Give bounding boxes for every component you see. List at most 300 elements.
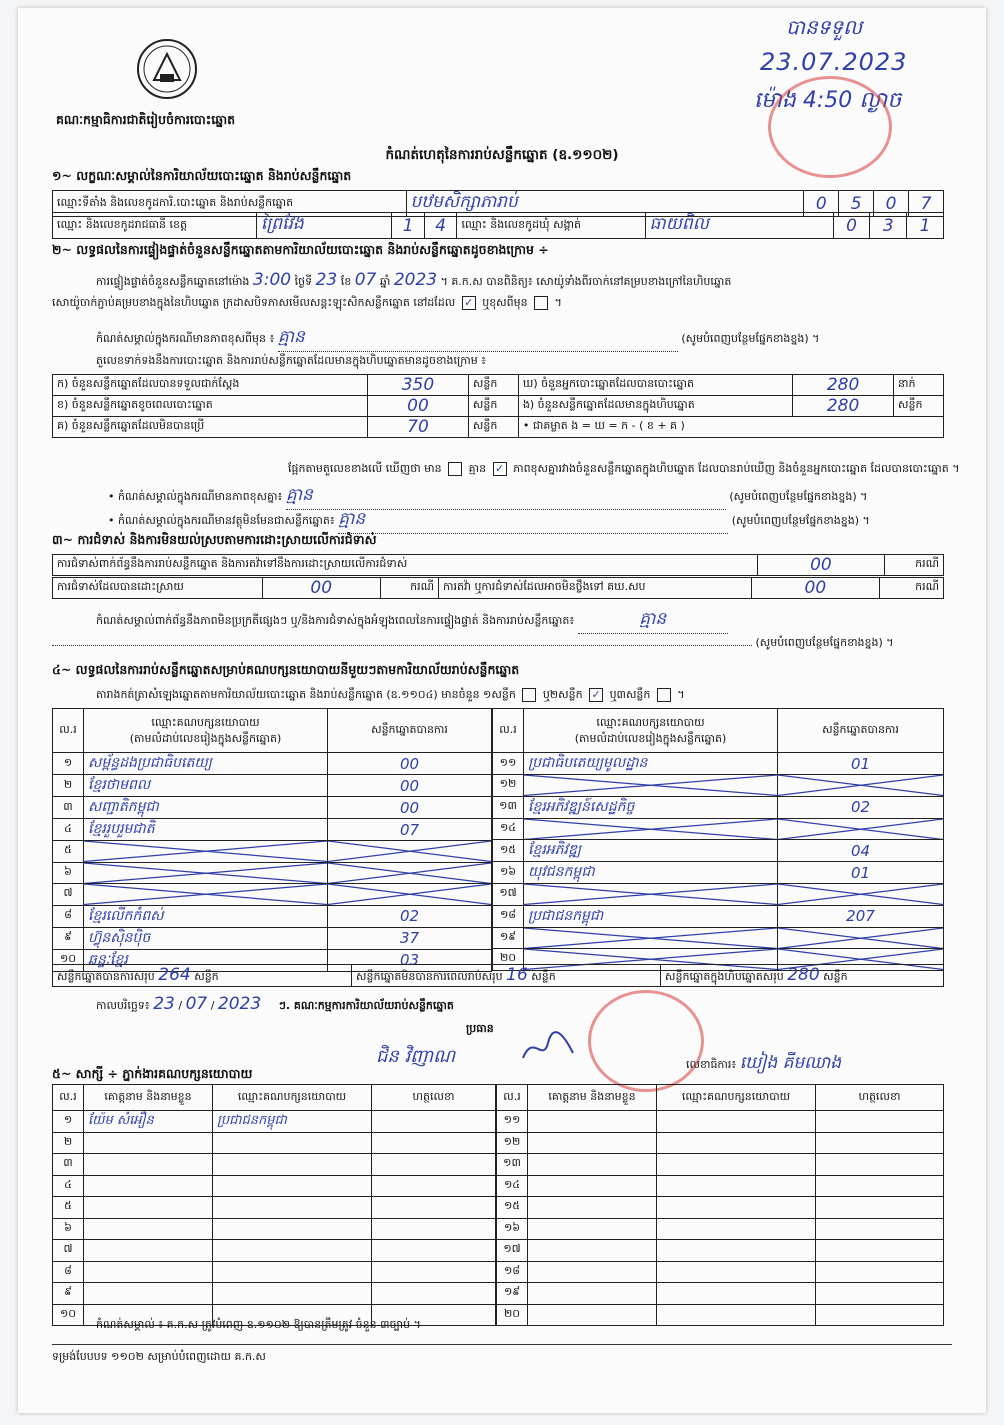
irregularity-hint-line: (សូមបំពេញបន្ថែមផ្នែកខាងខ្នង) ។ [52, 636, 894, 652]
row-number: ១២ [493, 775, 524, 797]
party-name [524, 775, 778, 797]
row-number: ៣ [53, 797, 84, 819]
witness-row [53, 1283, 496, 1305]
witness-name [528, 1197, 657, 1219]
party-row [493, 884, 944, 906]
row-number: ១០ [53, 949, 84, 971]
party-votes: 07 [328, 819, 492, 841]
code-digit: 5 [839, 191, 874, 217]
org-name: គណៈកម្មាធិការជាតិរៀបចំការបោះឆ្នោត [56, 112, 236, 127]
witness-left [52, 1084, 496, 1326]
code-digit: 1 [392, 213, 425, 239]
witness-row [53, 1197, 496, 1219]
row-number: ២ [53, 775, 84, 797]
party-votes: 00 [328, 797, 492, 819]
witness-signature [816, 1283, 944, 1305]
witness-signature [372, 1218, 496, 1240]
strike-cross-icon [778, 884, 943, 905]
row-number: ១៥ [493, 840, 524, 862]
row-number: ១៧ [493, 884, 524, 906]
figure-label: ឃ) ចំនួនអ្នកបោះឆ្នោតដែលបានបោះឆ្នោត [518, 375, 792, 396]
complaints-label: ការជំទាស់ពាក់ព័ន្ធនឹងការរាប់សន្លឹកឆ្នោត និងការតវ៉ាទៅនឹងការដោះស្រាយលើការជំទាស់ [53, 555, 758, 576]
party-votes [778, 818, 944, 840]
strike-cross-icon [84, 863, 327, 884]
col-party: ឈ្មោះគណបក្សនយោបាយ (តាមលំដាប់លេខរៀងក្នុងសន្លឹកឆ្នោត) [84, 709, 328, 753]
row-number: ២០ [493, 949, 524, 971]
witness-row [497, 1261, 944, 1283]
row-number: ៧ [53, 1240, 84, 1262]
row-number: ១០ [53, 1304, 84, 1326]
col-votes: សន្លឹកឆ្នោតបានការ [328, 709, 492, 753]
party-row [493, 840, 944, 862]
complaints-table [52, 554, 944, 576]
nec-logo-icon [136, 38, 198, 100]
row-number: ១៥ [497, 1197, 528, 1219]
two-sheet-checkbox[interactable]: ✓ [589, 688, 603, 702]
party-name [84, 841, 328, 863]
witness-party [657, 1240, 816, 1262]
section1-table-row2 [52, 212, 944, 239]
strike-cross-icon [84, 841, 327, 862]
strike-cross-icon [328, 884, 491, 905]
witness-party [213, 1132, 372, 1154]
witness-name [84, 1283, 213, 1305]
total-box-cell: សន្លឹកឆ្នោតក្នុងហិបឆ្នោតសរុប 280 សន្លឹក [661, 965, 944, 987]
code-digit: 7 [909, 191, 944, 217]
witness-signature [372, 1111, 496, 1133]
witness-name [528, 1283, 657, 1305]
date-month: 07 [185, 994, 208, 1014]
party-votes: 01 [778, 862, 944, 884]
party-row [493, 862, 944, 884]
witness-party [657, 1197, 816, 1219]
witness-signature [372, 1132, 496, 1154]
party-row [53, 797, 492, 819]
witness-name [84, 1261, 213, 1283]
bullet2-line: • កំណត់សម្គាល់ក្នុងករណីមានវត្ថុមិនមែនជាសន្លឹកឆ្នោត៖ គ្មាន (សូមបំពេញបន្ថែមផ្នែកខាងខ្នង) ។ [108, 508, 870, 534]
total-invalid-value: 16 [506, 965, 528, 985]
witness-signature [372, 1261, 496, 1283]
row-number: ៥ [53, 1197, 84, 1219]
appeal-value: 00 [751, 578, 880, 599]
party-votes: 00 [328, 753, 492, 775]
witness-party: ប្រជាជនកម្ពុជា [213, 1111, 372, 1133]
row-number: ១៨ [493, 905, 524, 927]
witness-party [213, 1240, 372, 1262]
section5-heading: ៥~ សាក្សី ÷ ភ្នាក់ងារគណបក្សនយោបាយ [52, 1066, 253, 1081]
chair-signature-icon [518, 1028, 578, 1068]
row-number: ៤ [53, 819, 84, 841]
ballots-in-box-value: 280 [793, 396, 894, 417]
witness-signature [372, 1175, 496, 1197]
unit-label: នាក់ [894, 375, 944, 396]
row-number: ៦ [53, 1218, 84, 1240]
witness-signature [816, 1240, 944, 1262]
party-votes [778, 884, 944, 906]
total-invalid-cell: សន្លឹកឆ្នោតមិនបានការពេលរាប់សរុប 16 សន្លឹក [352, 965, 661, 987]
witness-party [657, 1218, 816, 1240]
no-difference-checkbox[interactable]: ✓ [493, 462, 507, 476]
bullet1-line: • កំណត់សម្គាល់ក្នុងករណីមានភាពខុសគ្នា៖ គ្មាន (សូមបំពេញបន្ថែមផ្នែកខាងខ្នង) ។ [108, 484, 867, 510]
party-votes: 00 [328, 775, 492, 797]
unit-label: សន្លឹក [468, 417, 518, 438]
code-digit: 0 [833, 213, 870, 239]
chair-label: ប្រធាន [466, 1022, 494, 1035]
party-name: សម្ព័ន្ធដងប្រជាធិបតេយ្យ [84, 753, 328, 775]
totals-row [52, 964, 944, 987]
party-votes [778, 927, 944, 949]
year-value: 2023 [393, 270, 438, 290]
col-party: ឈ្មោះគណបក្សនយោបាយ (តាមលំដាប់លេខរៀងក្នុងសន្លឹកឆ្នោត) [524, 709, 778, 753]
figure-label: ក) ចំនួនសន្លឹកឆ្នោតដែលបានទទួលជាក់ស្តែង [53, 375, 368, 396]
date-year: 2023 [217, 994, 262, 1014]
difference-note-value: គ្មាន [286, 484, 726, 510]
row-number: ១៩ [497, 1283, 528, 1305]
strike-cross-icon [778, 819, 943, 840]
witness-party [213, 1261, 372, 1283]
col-sign: ហត្ថលេខា [372, 1085, 496, 1111]
polling-station-value: បឋមសិក្សាភារាប់ [406, 191, 804, 217]
witness-name [528, 1132, 657, 1154]
witness-signature [372, 1283, 496, 1305]
party-row [53, 862, 492, 884]
unused-ballots-value: 70 [368, 417, 469, 438]
row-number: ១៩ [493, 927, 524, 949]
witness-right [496, 1084, 944, 1326]
witness-row [53, 1175, 496, 1197]
strike-cross-icon [524, 928, 777, 949]
party-row [53, 884, 492, 906]
witness-name [84, 1218, 213, 1240]
row-number: ១២ [497, 1132, 528, 1154]
party-row [53, 905, 492, 927]
row-number: ១ [53, 753, 84, 775]
witness-signature [816, 1304, 944, 1326]
witness-signature [372, 1240, 496, 1262]
witness-name [84, 1175, 213, 1197]
irregularity-value: គ្មាន [578, 608, 728, 634]
witness-row [53, 1154, 496, 1176]
party-name: ខ្មែរលើកកំពស់ [84, 905, 328, 927]
spoiled-ballots-value: 00 [368, 396, 469, 417]
witness-row [53, 1111, 496, 1133]
row-number: ៩ [53, 927, 84, 949]
party-name [524, 927, 778, 949]
party-votes: 207 [778, 905, 944, 927]
tally-sheet-line: តារាងកត់ត្រាសំឡេងឆ្នោតតាមការិយាល័យបោះឆ្នោត និងរាប់សន្លឹកឆ្នោត (ឧ.១១០៤) មានចំនួន ១សន្លឹក ឬ២សន្លឹក ✓ ឬ៣សន្លឹក ។ [96, 688, 685, 701]
witness-signature [816, 1132, 944, 1154]
row-number: ៨ [53, 1261, 84, 1283]
witness-row [497, 1132, 944, 1154]
commune-label: ឈ្មោះ និងលេខកូដឃុំ សង្កាត់ [457, 213, 645, 239]
witness-name [528, 1111, 657, 1133]
party-row [493, 905, 944, 927]
party-row [493, 753, 944, 775]
figure-label: ង) ចំនួនសន្លឹកឆ្នោតដែលមានក្នុងហិបឆ្នោត [518, 396, 792, 417]
strike-cross-icon [524, 884, 777, 905]
party-votes: 04 [778, 840, 944, 862]
witness-party [213, 1283, 372, 1305]
witness-row [497, 1197, 944, 1219]
complaints-value: 00 [757, 555, 885, 576]
party-name: ខ្មែររួបរួមជាតិ [84, 819, 328, 841]
party-row [53, 841, 492, 863]
row-number: ២០ [497, 1304, 528, 1326]
difference-line: ផ្អែកតាមតួលេខខាងលើ ឃើញថា មាន គ្មាន ✓ ភាពខុសគ្នារវាងចំនួនសន្លឹកឆ្នោតក្នុងហិបឆ្នោត ដែលបានរាប់ឃើញ និងចំនួនអ្នកបោះឆ្នោត ដែលបានបោះឆ្នោត ។ [288, 462, 960, 475]
time-value: 3:00 [252, 270, 292, 290]
witness-row [53, 1240, 496, 1262]
witness-row [497, 1111, 944, 1133]
party-results-right [492, 708, 944, 971]
code-digit: 4 [424, 213, 457, 239]
col-no: ល.រ [493, 709, 524, 753]
province-label: ឈ្មោះ និងលេខកូដរាជធានី ខេត្ត [53, 213, 257, 239]
party-votes: 37 [328, 927, 492, 949]
witness-party [213, 1154, 372, 1176]
party-row [53, 753, 492, 775]
witness-party [213, 1175, 372, 1197]
unit-label: ករណី [380, 578, 438, 599]
one-sheet-checkbox[interactable] [522, 688, 536, 702]
party-votes: 03 [328, 949, 492, 971]
commune-value: ធាយពិល [645, 213, 833, 239]
section4-heading: ៤~ លទ្ធផលនៃការរាប់សន្លឹកឆ្នោតសម្រាប់គណបក្សនយោបាយនីមួយៗតាមការិយាល័យរាប់សន្លឹកឆ្នោត [52, 662, 520, 677]
row-number: ១៧ [497, 1240, 528, 1262]
party-row [493, 796, 944, 818]
party-name: យុវជនកម្ពុជា [524, 862, 778, 884]
witness-name [528, 1154, 657, 1176]
figure-label: គ) ចំនួនសន្លឹកឆ្នោតដែលមិនបានប្រើ [53, 417, 368, 438]
code-digit: 3 [870, 213, 907, 239]
party-name: ខ្មែរអភិវឌ្ឍន៍សេដ្ឋកិច្ច [524, 796, 778, 818]
resolved-value: 00 [262, 578, 380, 599]
witness-signature [372, 1154, 496, 1176]
unit-label: សន្លឹក [468, 396, 518, 417]
witness-signature [816, 1218, 944, 1240]
witness-name [84, 1132, 213, 1154]
witness-row [53, 1132, 496, 1154]
witness-signature [816, 1261, 944, 1283]
strike-cross-icon [328, 841, 491, 862]
section2-heading: ២~ លទ្ធផលនៃការផ្ទៀងផ្ទាត់ចំនួនសន្លឹកឆ្នោតតាមការិយាល័យបោះឆ្នោត និងរាប់សន្លឹកឆ្នោតដូចខាងក្រោម ÷ [52, 242, 549, 257]
witness-name [84, 1240, 213, 1262]
figures-table [52, 374, 944, 438]
form-footer: ទម្រង់បែបបទ ១១០២ សម្រាប់បំពេញដោយ គ.ក.ស [52, 1350, 266, 1363]
unit-label: ករណី [880, 578, 944, 599]
irregularity-note: កំណត់សម្គាល់ពាក់ព័ន្ធនឹងភាពមិនប្រក្រតីផ្សេងៗ ឬ/និងការជំទាស់ក្នុងអំឡុងពេលនៃការផ្ទៀងផ្ទាត់ និងការរាប់សន្លឹកឆ្នោត៖ គ្មាន [96, 608, 728, 634]
party-votes: 02 [328, 905, 492, 927]
witness-name [528, 1261, 657, 1283]
row-number: ៤ [53, 1175, 84, 1197]
witness-row [53, 1218, 496, 1240]
change-note-line: កំណត់សម្គាល់ក្នុងករណីមានភាពខុសពីមុន ៖ គ្មាន (សូមបំពេញបន្ថែមផ្នែកខាងខ្នង) ។ [96, 326, 819, 352]
col-name: គោត្តនាម និងនាមខ្លួន [84, 1085, 213, 1111]
col-sign: ហត្ថលេខា [816, 1085, 944, 1111]
code-digit: 0 [874, 191, 909, 217]
seal-check-line: សោយ៉ូចាក់ភ្ជាប់គម្របខាងក្នុងនៃហិបឆ្នោត ក្រដាសបិទភាសមើលសន្តះឡុះសិកសន្លឹកឆ្នោត នៅដដែល ✓ ឬខុសពីមុន ។ [52, 296, 562, 309]
row-number: ១៤ [497, 1175, 528, 1197]
witness-signature [816, 1175, 944, 1197]
witness-name [528, 1175, 657, 1197]
row-number: ៧ [53, 884, 84, 906]
section3-heading: ៣~ ការជំទាស់ និងការមិនយល់ស្របតាមការដោះស្រាយលើការជំទាស់ [52, 532, 377, 547]
party-votes: 01 [778, 753, 944, 775]
witness-row [497, 1240, 944, 1262]
party-name: ខ្មែរអភិវឌ្ឍ [524, 840, 778, 862]
day-value: 23 [315, 270, 338, 290]
party-row [493, 775, 944, 797]
row-number: ១១ [497, 1111, 528, 1133]
witness-row [53, 1261, 496, 1283]
col-no: ល.រ [53, 709, 84, 753]
row-number: ១៦ [493, 862, 524, 884]
received-date: 23.07.2023 [760, 48, 908, 76]
footnote: កំណត់សម្គាល់ ៖ គ.ក.ស ត្រូវបំពេញ ឧ.១១០២ ឱ្យបានត្រឹមត្រូវ ចំនួន ៣ច្បាប់ ។ [96, 1318, 421, 1331]
party-row [53, 927, 492, 949]
date-line: កាលបរិច្ឆេទ៖ 23 / 07 / 2023 ៗ. គណៈកម្មការការិយាល័យរាប់សន្លឹកឆ្នោត [96, 994, 454, 1014]
witness-party [657, 1283, 816, 1305]
row-number: ១៦ [497, 1218, 528, 1240]
witness-party [657, 1154, 816, 1176]
figures-intro: តួលេខទាក់ទងនឹងការបោះឆ្នោត និងការរាប់សន្លឹកឆ្នោតដែលមានក្នុងហិបឆ្នោតមានដូចខាងក្រោម ៖ [96, 354, 487, 367]
row-number: ១៤ [493, 818, 524, 840]
secretary-signature: ឃៀង គីមឈាង [739, 1053, 842, 1073]
total-box-value: 280 [787, 965, 820, 985]
party-name: ខ្មែរថាមពល [84, 775, 328, 797]
changed-checkbox[interactable] [534, 296, 548, 310]
verification-line: ការផ្ទៀងផ្ទាត់ចំនួនសន្លឹកឆ្នោតនៅម៉ោង 3:00 ថ្ងៃទី 23 ខែ 07 ឆ្នាំ 2023 ។ គ.ក.ស បានពិនិត្យ៖ សោយ៉ូទាំងពីរចាក់នៅគម្របខាងក្រៅនៃហិបឆ្នោត [96, 270, 732, 290]
witness-party [657, 1175, 816, 1197]
witness-name: យ៉ែម សំអឿន [84, 1111, 213, 1133]
code-digit: 0 [804, 191, 839, 217]
unit-label: ករណី [885, 555, 944, 576]
witness-signature [816, 1197, 944, 1219]
witness-signature [372, 1197, 496, 1219]
party-results-left [52, 708, 492, 972]
has-difference-checkbox[interactable] [448, 462, 462, 476]
party-row [493, 927, 944, 949]
secretary-line: លេខាធិការ៖ ឃៀង គីមឈាង [686, 1053, 842, 1073]
change-note-value: គ្មាន [278, 326, 678, 352]
witness-party [657, 1261, 816, 1283]
party-votes [328, 884, 492, 906]
witness-party [213, 1197, 372, 1219]
committee-label: ៗ. គណៈកម្មការការិយាល័យរាប់សន្លឹកឆ្នោត [278, 999, 454, 1012]
witness-party [657, 1111, 816, 1133]
witness-row [497, 1283, 944, 1305]
party-votes: 02 [778, 796, 944, 818]
unit-label: សន្លឹក [894, 396, 944, 417]
received-ballots-value: 350 [368, 375, 469, 396]
row-number: ៩ [53, 1283, 84, 1305]
witness-name [84, 1197, 213, 1219]
three-sheet-checkbox[interactable] [657, 688, 671, 702]
row-number: ១ [53, 1111, 84, 1133]
polling-station-label: ឈ្មោះទីតាំង និងលេខកូដការិ.បោះឆ្នោត និងរាប់សន្លឹកឆ្នោត [53, 191, 407, 217]
row-number: ៥ [53, 841, 84, 863]
unchanged-checkbox[interactable]: ✓ [462, 296, 476, 310]
witness-row [497, 1175, 944, 1197]
witness-signature [816, 1111, 944, 1133]
month-value: 07 [354, 270, 377, 290]
party-name [84, 862, 328, 884]
party-row [53, 819, 492, 841]
complaints-table-row2 [52, 577, 944, 599]
form-title: កំណត់ហេតុនៃការរាប់សន្លឹកឆ្នោត (ឧ.១១០២) [385, 147, 619, 163]
witness-party [213, 1218, 372, 1240]
col-votes: សន្លឹកឆ្នោតបានការ [778, 709, 944, 753]
foreign-object-note-value: គ្មាន [338, 508, 728, 534]
row-number: ១៨ [497, 1261, 528, 1283]
row-number: ១១ [493, 753, 524, 775]
voters-value: 280 [793, 375, 894, 396]
party-votes [778, 775, 944, 797]
strike-cross-icon [84, 884, 327, 905]
code-digit: 1 [907, 213, 944, 239]
witness-signature [816, 1154, 944, 1176]
party-name [524, 818, 778, 840]
party-row [53, 775, 492, 797]
party-name: ប្រជាជនកម្ពុជា [524, 905, 778, 927]
col-party: ឈ្មោះគណបក្សនយោបាយ [213, 1085, 372, 1111]
date-day: 23 [153, 994, 175, 1014]
witness-name [528, 1218, 657, 1240]
party-name [524, 884, 778, 906]
party-name: ហ៊្វុនស៊ិនប៉ិច [84, 927, 328, 949]
witness-row [497, 1304, 944, 1326]
col-no: ល.រ [497, 1085, 528, 1111]
witness-row [497, 1154, 944, 1176]
witness-name [84, 1154, 213, 1176]
strike-cross-icon [524, 775, 777, 796]
resolved-label: ការជំទាស់ដែលបានដោះស្រាយ [53, 578, 263, 599]
strike-cross-icon [778, 775, 943, 796]
total-valid-cell: សន្លឹកឆ្នោតបានការសរុប 264 សន្លឹក [53, 965, 352, 987]
col-name: គោត្តនាម និងនាមខ្លួន [528, 1085, 657, 1111]
party-row [493, 818, 944, 840]
strike-cross-icon [524, 819, 777, 840]
witness-row [497, 1218, 944, 1240]
form-page [18, 8, 986, 1413]
witness-name [528, 1304, 657, 1326]
figure-label: ខ) ចំនួនសន្លឹកឆ្នោតខូចពេលបោះឆ្នោត [53, 396, 368, 417]
province-value: ព្រៃវែង [256, 213, 392, 239]
col-no: ល.រ [53, 1085, 84, 1111]
row-number: ២ [53, 1132, 84, 1154]
section1-heading: ១~ លក្ខណៈសម្គាល់នៃការិយាល័យបោះឆ្នោត និងរាប់សន្លឹកឆ្នោត [52, 168, 352, 183]
party-name: សញ្ជាតិកម្ពុជា [84, 797, 328, 819]
party-votes [328, 841, 492, 863]
received-label: បានទទួល [786, 15, 863, 39]
row-number: ៦ [53, 862, 84, 884]
formula-label: • ជាគម្លាត ង = ឃ = ក - ( ខ + គ ) [518, 417, 943, 438]
chair-signature: ជិន វិញាណ [376, 1046, 456, 1067]
row-number: ១៣ [493, 796, 524, 818]
party-name: ឆន្ទៈខ្មែរ [84, 949, 328, 971]
received-time: ម៉ោង 4:50 ល្ងាច [754, 88, 902, 113]
row-number: ៨ [53, 905, 84, 927]
total-valid-value: 264 [158, 965, 191, 985]
party-votes [328, 862, 492, 884]
unit-label: សន្លឹក [468, 375, 518, 396]
witness-name [528, 1240, 657, 1262]
strike-cross-icon [328, 863, 491, 884]
appeal-label: ការតវ៉ា ឬការជំទាស់ដែលអាចមិនថ្លឹងទៅ គឃ.សប [439, 578, 751, 599]
party-name [84, 884, 328, 906]
party-name: ប្រជាធិបតេយ្យមូលដ្ឋាន [524, 753, 778, 775]
strike-cross-icon [778, 928, 943, 949]
col-party: ឈ្មោះគណបក្សនយោបាយ [657, 1085, 816, 1111]
